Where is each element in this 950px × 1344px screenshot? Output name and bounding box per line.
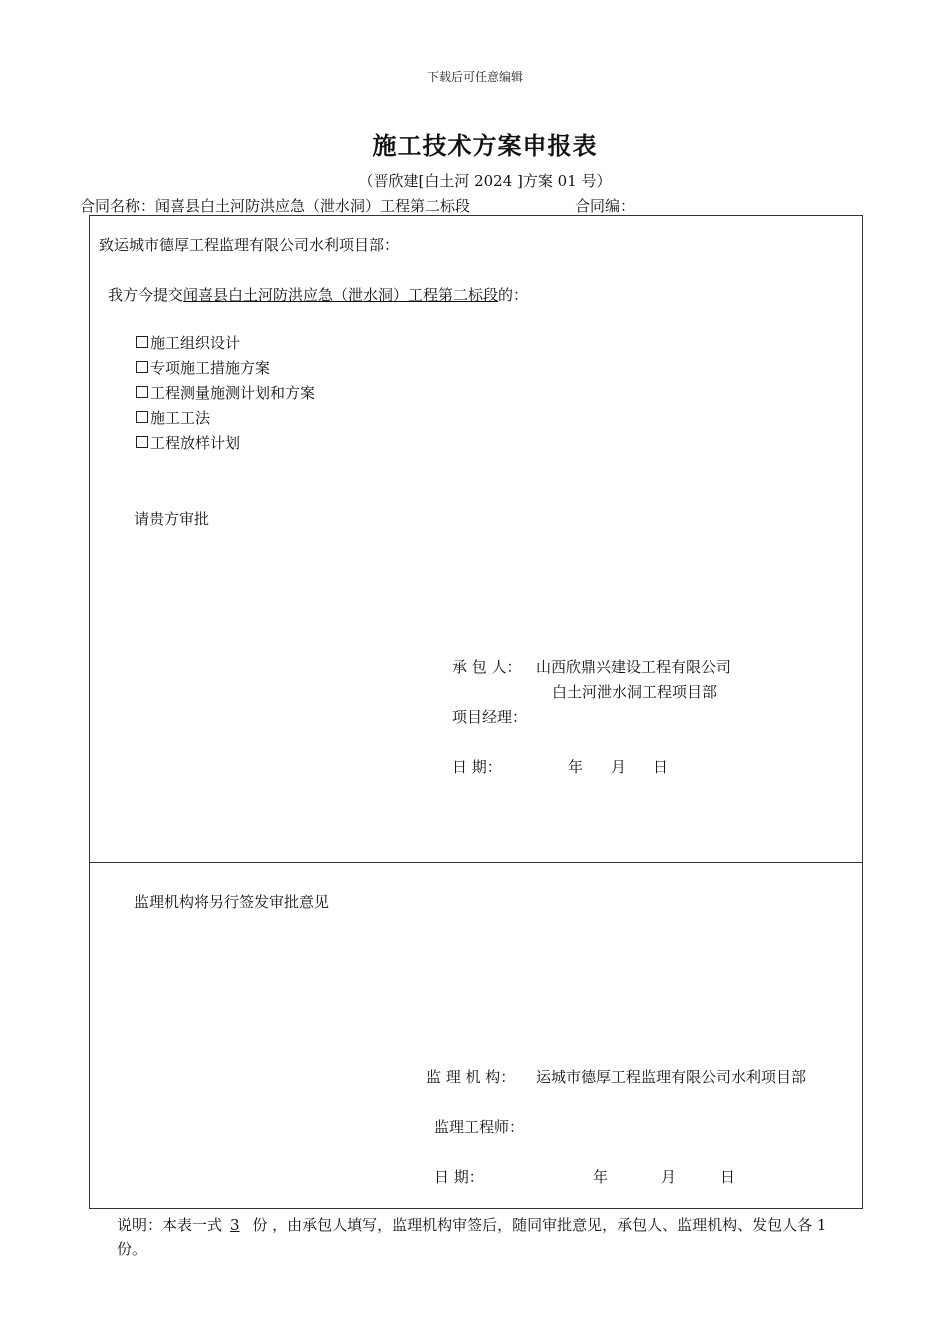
- submit-prefix: 我方今提交: [108, 286, 184, 304]
- option-special-measures[interactable]: [136, 357, 270, 378]
- contractor-label: 承 包 人：: [452, 658, 522, 676]
- option-label: 专项施工措施方案: [150, 359, 271, 377]
- contractor-date-day: 日: [653, 758, 669, 776]
- checkbox-icon[interactable]: [136, 336, 148, 348]
- header-note: 下载后可任意编辑: [426, 70, 523, 84]
- contract-name-label: 合同名称：: [80, 197, 156, 215]
- form-title: 施工技术方案申报表: [372, 131, 598, 160]
- note-copies: 3: [230, 1216, 240, 1234]
- contract-number-label: 合同编：: [575, 197, 636, 215]
- supervisor-date-label: 日 期：: [434, 1168, 484, 1186]
- supervisor-date-month: 月: [661, 1168, 677, 1186]
- option-setting-out-plan[interactable]: [136, 432, 240, 453]
- contract-name-value: 闻喜县白土河防洪应急（泄水洞）工程第二标段: [155, 197, 471, 215]
- submit-project: 闻喜县白土河防洪应急（泄水洞）工程第二标段: [183, 286, 499, 304]
- submission-statement: [108, 284, 528, 305]
- note-suffix: 份 ，由承包人填写，监理机构审签后，随同审批意见，承包人、监理机构、发包人各 1 份。: [117, 1216, 827, 1258]
- approval-request: 请贵方审批: [134, 510, 210, 528]
- document-number: （晋欣建[白土河 2024 ]方案 01 号）: [358, 172, 612, 190]
- approval-section: [89, 861, 863, 1209]
- addressee: 致运城市德厚工程监理有限公司水利项目部：: [99, 236, 400, 254]
- checkbox-icon[interactable]: [136, 386, 148, 398]
- contractor-department: 白土河泄水洞工程项目部: [552, 683, 718, 701]
- contractor-date-year: 年: [568, 758, 584, 776]
- contractor-name: 山西欣鼎兴建设工程有限公司: [536, 658, 732, 676]
- option-label: 施工工法: [150, 409, 211, 427]
- contractor-date-label: 日 期：: [452, 758, 502, 776]
- supervisor-date-year: 年: [593, 1168, 609, 1186]
- contractor-date-month: 月: [611, 758, 627, 776]
- option-label: 工程放样计划: [150, 434, 241, 452]
- option-survey-plan[interactable]: [136, 382, 315, 403]
- checkbox-icon[interactable]: [136, 436, 148, 448]
- note-prefix: 说明：本表一式: [117, 1216, 223, 1234]
- supervisor-org-name: 运城市德厚工程监理有限公司水利项目部: [536, 1068, 807, 1086]
- contract-name: [80, 195, 470, 216]
- option-label: 施工组织设计: [150, 334, 241, 352]
- supervisor-opinion: 监理机构将另行签发审批意见: [134, 893, 330, 911]
- supervising-engineer-label: 监理工程师：: [434, 1118, 525, 1136]
- supervisor-org-label: 监 理 机 构：: [426, 1068, 516, 1086]
- footnote: [117, 1213, 857, 1261]
- project-manager-label: 项目经理：: [452, 708, 528, 726]
- checkbox-icon[interactable]: [136, 361, 148, 373]
- option-construction-design[interactable]: [136, 332, 240, 353]
- option-label: 工程测量施测计划和方案: [150, 384, 316, 402]
- option-construction-method[interactable]: [136, 407, 210, 428]
- supervisor-date-day: 日: [720, 1168, 736, 1186]
- submit-suffix: 的：: [498, 286, 529, 304]
- checkbox-icon[interactable]: [136, 411, 148, 423]
